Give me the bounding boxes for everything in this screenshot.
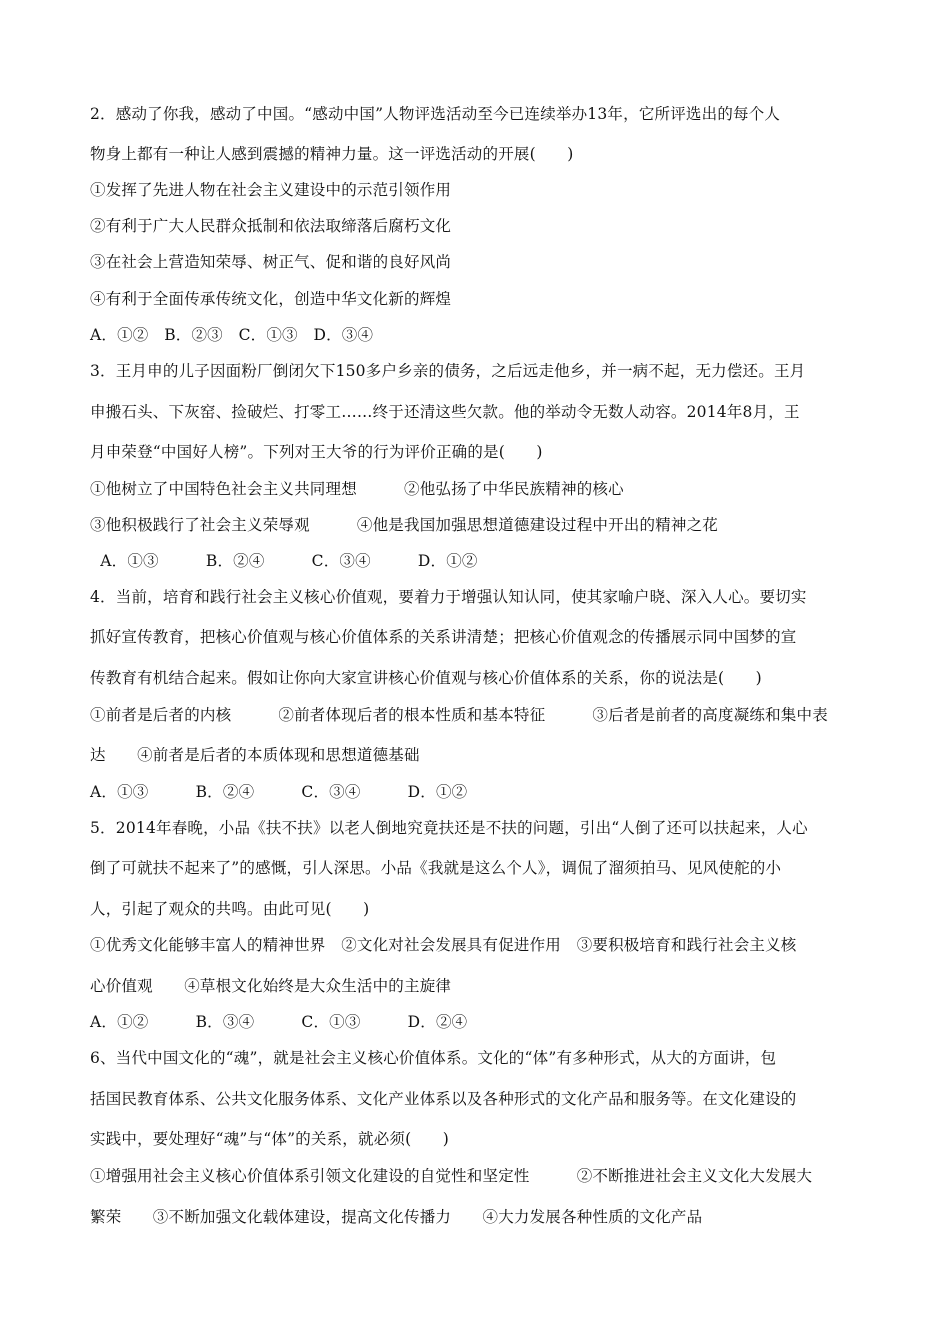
question-stem-line: 抓好宣传教育，把核心价值观与核心价值体系的关系讲清楚；把核心价值观念的传播展示同中国梦的宣 — [90, 628, 797, 646]
option-line: 达 ④前者是后者的本质体现和思想道德基础 — [90, 746, 420, 764]
answer-choices: A．①③ B．②④ C．③④ D．①② — [90, 783, 468, 801]
option-line: ①增强用社会主义核心价值体系引领文化建设的自觉性和坚定性 ②不断推进社会主义文化大发展大 — [90, 1167, 813, 1185]
option-line: ①前者是后者的内核 ②前者体现后者的根本性质和基本特征 ③后者是前者的高度凝练和集中表 — [90, 706, 828, 724]
question-stem-line: 6、当代中国文化的“魂”，就是社会主义核心价值体系。文化的“体”有多种形式，从大的方面讲，包 — [90, 1049, 777, 1067]
question-stem-line: 3．王月申的儿子因面粉厂倒闭欠下150多户乡亲的债务，之后远走他乡，并一病不起，无力偿还。王月 — [90, 362, 806, 380]
question-stem-line: 2．感动了你我，感动了中国。“感动中国”人物评选活动至今已连续举办13年，它所评选出的每个人 — [90, 105, 781, 123]
question-stem-line: 倒了可就扶不起来了”的感慨，引人深思。小品《我就是这么个人》，调侃了溜须拍马、见风使舵的小 — [90, 859, 782, 877]
option-line: ①优秀文化能够丰富人的精神世界 ②文化对社会发展具有促进作用 ③要积极培育和践行社会主义核 — [90, 936, 797, 954]
answer-choices: A．①③ B．②④ C．③④ D．①② — [90, 552, 478, 570]
question-stem-line: 实践中，要处理好“魂”与“体”的关系，就必须( ) — [90, 1130, 449, 1148]
answer-choices: A．①② B．②③ C．①③ D．③④ — [90, 326, 374, 344]
answer-choices: A．①② B．③④ C．①③ D．②④ — [90, 1013, 468, 1031]
question-stem-line: 4．当前，培育和践行社会主义核心价值观，要着力于增强认知认同，使其家喻户晓、深入人心。要切实 — [90, 588, 807, 606]
option-line: ③在社会上营造知荣辱、树正气、促和谐的良好风尚 — [90, 253, 452, 271]
option-line: 心价值观 ④草根文化始终是大众生活中的主旋律 — [90, 977, 452, 995]
option-line: 繁荣 ③不断加强文化载体建设，提高文化传播力 ④大力发展各种性质的文化产品 — [90, 1208, 703, 1226]
question-stem-line: 月申荣登“中国好人榜”。下列对王大爷的行为评价正确的是( ) — [90, 443, 543, 461]
question-stem-line: 物身上都有一种让人感到震撼的精神力量。这一评选活动的开展( ) — [90, 145, 574, 163]
question-stem-line: 申搬石头、下灰窑、捡破烂、打零工……终于还清这些欠款。他的举动令无数人动容。2014年8月，王 — [90, 403, 800, 421]
option-line: ②有利于广大人民群众抵制和依法取缔落后腐朽文化 — [90, 217, 452, 235]
question-stem-line: 括国民教育体系、公共文化服务体系、文化产业体系以及各种形式的文化产品和服务等。在文化建设的 — [90, 1090, 797, 1108]
option-line: ①发挥了先进人物在社会主义建设中的示范引领作用 — [90, 181, 452, 199]
option-line: ①他树立了中国特色社会主义共同理想 ②他弘扬了中华民族精神的核心 — [90, 480, 624, 498]
question-stem-line: 传教育有机结合起来。假如让你向大家宣讲核心价值观与核心价值体系的关系，你的说法是( ) — [90, 669, 762, 687]
option-line: ③他积极践行了社会主义荣辱观 ④他是我国加强思想道德建设过程中开出的精神之花 — [90, 516, 719, 534]
question-stem-line: 人，引起了观众的共鸣。由此可见( ) — [90, 900, 370, 918]
question-stem-line: 5．2014年春晚，小品《扶不扶》以老人倒地究竟扶还是不扶的问题，引出“人倒了还可以扶起来，人心 — [90, 819, 808, 837]
option-line: ④有利于全面传承传统文化，创造中华文化新的辉煌 — [90, 290, 452, 308]
